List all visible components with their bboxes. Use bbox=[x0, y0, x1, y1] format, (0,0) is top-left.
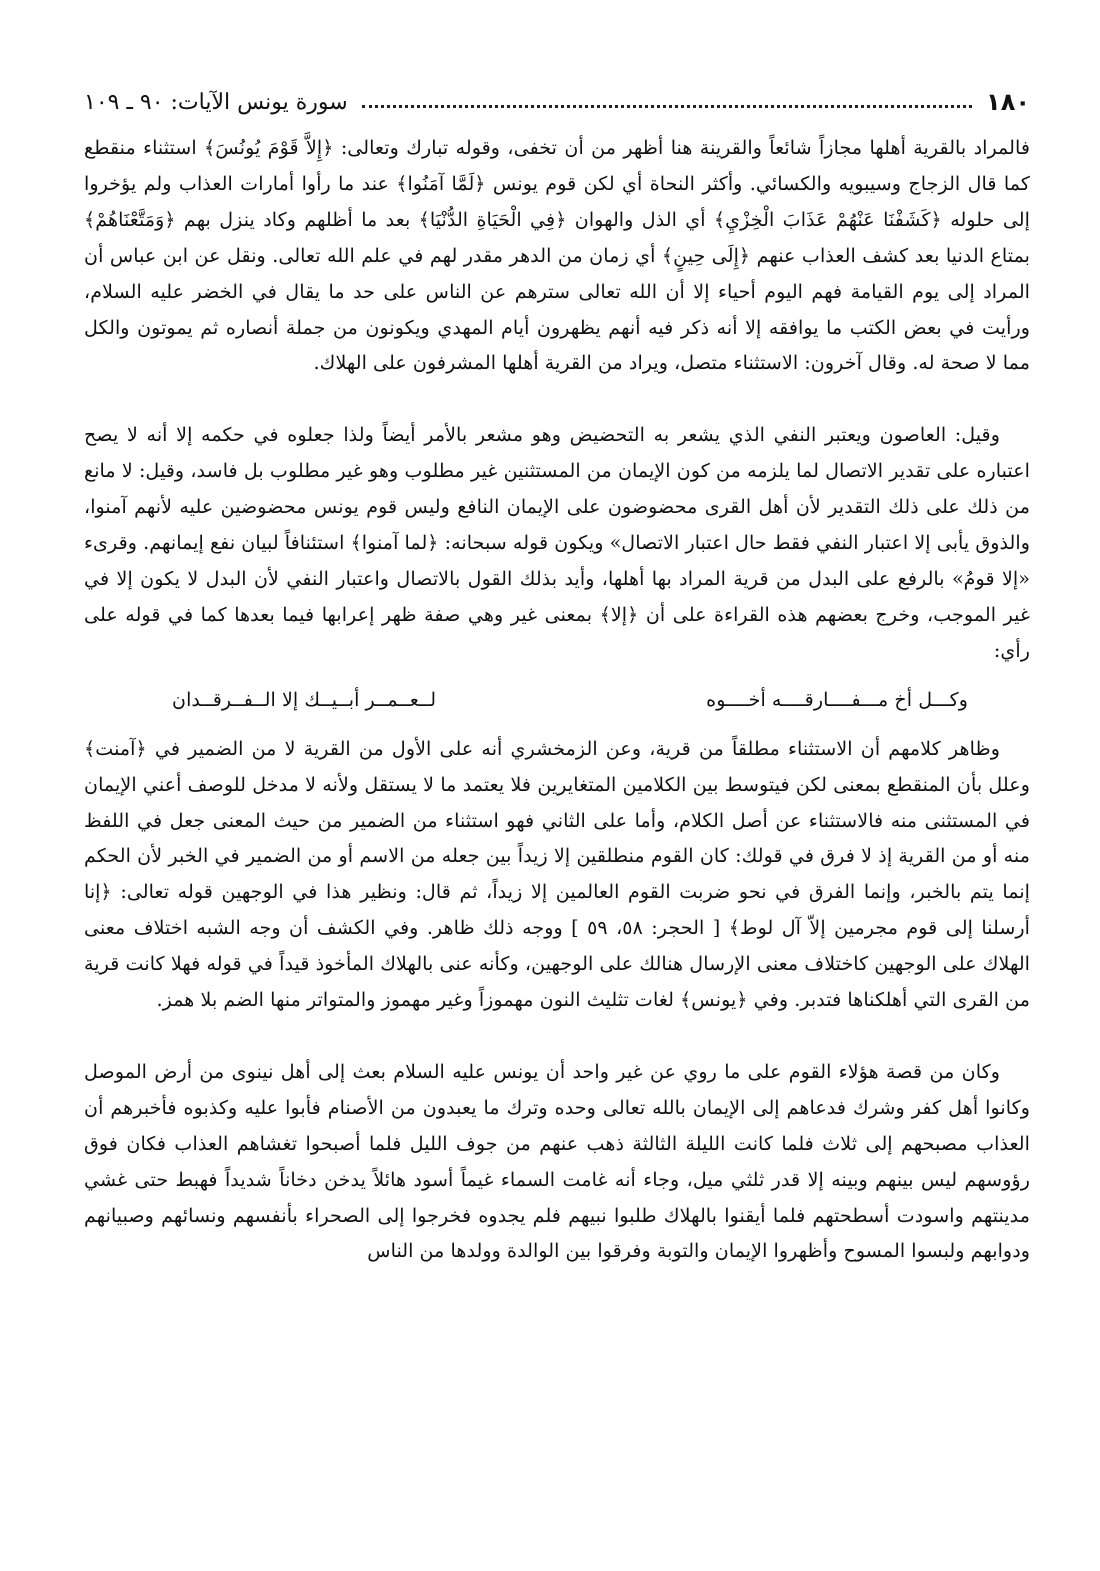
verse-first-hemistich: وكـــل أخ مـــفــــارقــــه أخــــوه bbox=[706, 687, 968, 711]
page-body bbox=[84, 130, 1030, 1269]
page-number: ١٨٠ bbox=[986, 88, 1030, 116]
paragraph-spacer bbox=[84, 1018, 1030, 1054]
paragraph-3: وظاهر كلامهم أن الاستثناء مطلقاً من قرية، وعن الزمخشري أنه على الأول من القرية لا من الضمير في ﴿آمنت﴾ وعلل بأن المنقطع بمعنى لكن فيتوسط بين الكلامين المتغايرين فلا يعتمد ما لا يستقل ولأنه لا مدخل للوصف أعني الإيمان في المستثنى منه فالاستثناء عن أصل الكلام، وأما على الثاني فهو استثناء من الضمير من حيث المعنى جعل في اللفظ منه أو من القرية إذ لا فرق في قولك: كان القوم منطلقين إلا زيداً بين جعله من الاسم أو من الضمير في الخبر لأن الحكم إنما يتم بالخبر، وإنما الفرق في نحو ضربت القوم العالمين إلا زيداً، ثم قال: ونظير هذا في الوجهين قوله تعالى: ﴿إنا أرسلنا إلى قوم مجرمين إلاّ آل لوط﴾ [ الحجر: ٥٨، ٥٩ ] ووجه ذلك ظاهر. وفي الكشف أن وجه الشبه اختلاف معنى الهلاك على الوجهين كاختلاف معنى الإرسال هنالك على الوجهين، وكأنه عنى بالهلاك المأخوذ قيداً في قوله فهلا كانت قرية من القرى التي أهلكناها فتدبر. وفي ﴿يونس﴾ لغات تثليث النون مهموزاً وغير مهموز والمتواتر منها الضم بلا همز. bbox=[84, 736, 1030, 1012]
verse-second-hemistich: لــعــمــر أبــيــك إلا الــفــرقــدان bbox=[172, 687, 437, 711]
paragraph-1: فالمراد بالقرية أهلها مجازاً شائعاً والقرينة هنا أظهر من أن تخفى، وقوله تبارك وتعالى: ﴿إِلاَّ قَوْمَ يُونُسَ﴾ استثناء منقطع كما قال الزجاج وسيبويه والكسائي. وأكثر النحاة أي لكن قوم يونس ﴿لَمَّا آمَنُوا﴾ عند ما رأوا أمارات العذاب ولم يؤخروا إلى حلوله ﴿كَشَفْنَا عَنْهُمْ عَذَابَ الْخِزْيِ﴾ أي الذل والهوان ﴿فِي الْحَيَاةِ الدُّنْيَا﴾ بعد ما أظلهم وكاد ينزل بهم ﴿وَمَتَّعْنَاهُمْ﴾ بمتاع الدنيا بعد كشف العذاب عنهم ﴿إِلَى حِينٍ﴾ أي زمان من الدهر مقدر لهم في علم الله تعالى. ونقل عن ابن عباس أن المراد إلى يوم القيامة فهم اليوم أحياء إلا أن الله تعالى سترهم عن الناس على حد ما يقال في الخضر عليه السلام، ورأيت في بعض الكتب ما يوافقه إلا أنه ذكر فيه أنهم يظهرون أيام المهدي ويكونون من جملة أنصاره ثم يموتون والكل مما لا صحة له. وقال آخرون: الاستثناء متصل، ويراد من القرية أهلها المشرفون على الهلاك. bbox=[84, 136, 1030, 375]
header-dotted-leader bbox=[362, 105, 972, 108]
poetry-verse bbox=[84, 679, 1030, 721]
paragraph-2: وقيل: العاصون ويعتبر النفي الذي يشعر به التحضيض وهو مشعر بالأمر أيضاً ولذا جعلوه في حكمه إلا أنه لا يصح اعتباره على تقدير الاتصال لما يلزمه من كون الإيمان من المستثنين غير مطلوب وهو غير مطلوب بل فاسد، وقيل: لا مانع من ذلك على ذلك التقدير لأن أهل القرى محضوضون على الإيمان النافع وليس قوم يونس محضوضين عليه لأنهم آمنوا، والذوق يأبى إلا اعتبار النفي فقط حال اعتبار الاتصال» ويكون قوله سبحانه: ﴿لما آمنوا﴾ استئنافاً لبيان نفع إيمانهم. وقرىء «إلا قومُ» بالرفع على البدل من قرية المراد بها أهلها، وأيد بذلك القول بالاتصال واعتبار النفي لأن البدل لا يكون إلا في غير الموجب، وخرج بعضهم هذه القراءة على أن ﴿إلا﴾ بمعنى غير وهي صفة ظهر إعرابها فيما بعدها كما في قوله على رأي: bbox=[84, 423, 1030, 662]
paragraph-spacer bbox=[84, 381, 1030, 417]
paragraph-4: وكان من قصة هؤلاء القوم على ما روي عن غير واحد أن يونس عليه السلام بعث إلى أهل نينوى من أرض الموصل وكانوا أهل كفر وشرك فدعاهم إلى الإيمان بالله تعالى وحده وترك ما يعبدون من الأصنام فأبوا عليه وكذبوه فأخبرهم أن العذاب مصبحهم إلى ثلاث فلما كانت الليلة الثالثة ذهب عنهم من جوف الليل فلما أصبحوا تغشاهم العذاب فكان فوق رؤوسهم ليس بينهم وبينه إلا قدر ثلثي ميل، وجاء أنه غامت السماء غيماً أسود هائلاً يدخن دخاناً شديداً فهبط حتى غشي مدينتهم واسودت أسطحتهم فلما أيقنوا بالهلاك طلبوا نبيهم فلم يجدوه فخرجوا إلى الصحراء بأنفسهم ونسائهم وصبيانهم ودوابهم ولبسوا المسوح وأظهروا الإيمان والتوبة وفرقوا بين الوالدة وولدها من الناس bbox=[84, 1059, 1030, 1263]
running-title: سورة يونس الآيات: ٩٠ ـ ١٠٩ bbox=[84, 89, 348, 115]
page-header bbox=[84, 84, 1030, 120]
